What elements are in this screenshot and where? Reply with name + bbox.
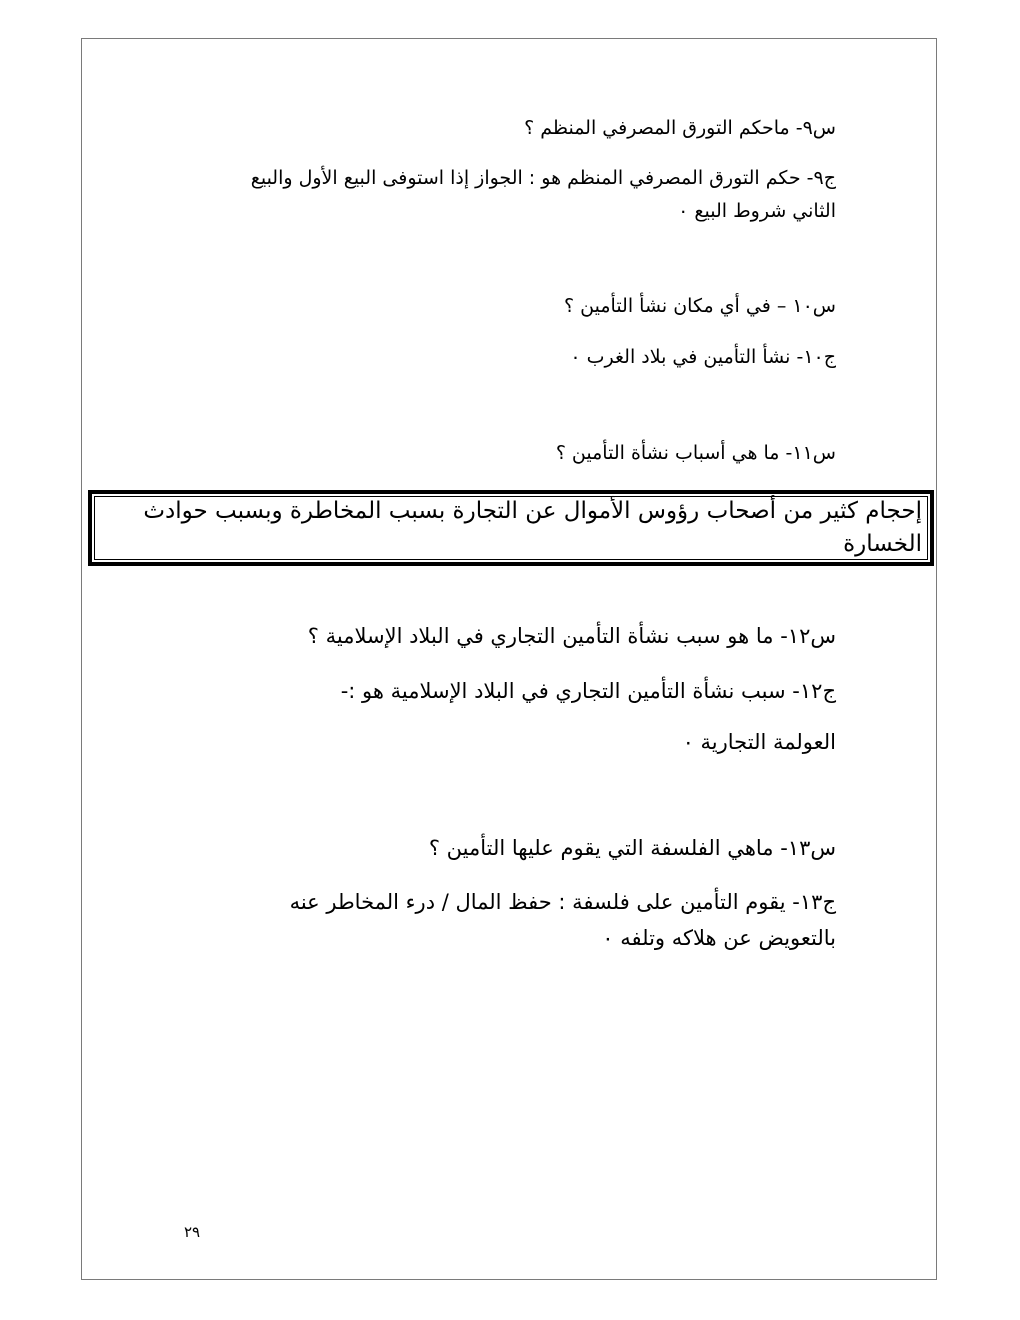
question-12: س١٢- ما هو سبب نشأة التأمين التجاري في البلاد الإسلامية ؟: [307, 624, 836, 648]
question-13: س١٣- ماهي الفلسفة التي يقوم عليها التأمين ؟: [428, 836, 836, 860]
answer-13: ج١٣- يقوم التأمين على فلسفة : حفظ المال / درء المخاطر عنه بالتعويض عن هلاكه وتلفه ٠: [289, 890, 836, 950]
page-number: ٢٩: [184, 1223, 201, 1241]
question-10: س١٠ – في أي مكان نشأ التأمين ؟: [564, 295, 836, 317]
answer-11-box: [88, 490, 934, 566]
answer-11: إحجام كثير من أصحاب رؤوس الأموال عن التجارة بسبب المخاطرة وبسبب حوادث الخسارة: [143, 498, 922, 557]
answer-10: ج١٠- نشأ التأمين في بلاد الغرب ٠: [570, 346, 836, 368]
question-9: س٩- ماحكم التورق المصرفي المنظم ؟: [524, 117, 836, 139]
answer-12-line-1: ج١٢- سبب نشأة التأمين التجاري في البلاد الإسلامية هو :-: [340, 679, 836, 703]
question-11: س١١- ما هي أسباب نشأة التأمين ؟: [555, 442, 836, 464]
answer-9: ج٩- حكم التورق المصرفي المنظم هو : الجواز إذا استوفى البيع الأول والبيع الثاني شروط البيع ٠: [250, 167, 836, 222]
answer-12-line-2: العولمة التجارية ٠: [682, 730, 836, 754]
